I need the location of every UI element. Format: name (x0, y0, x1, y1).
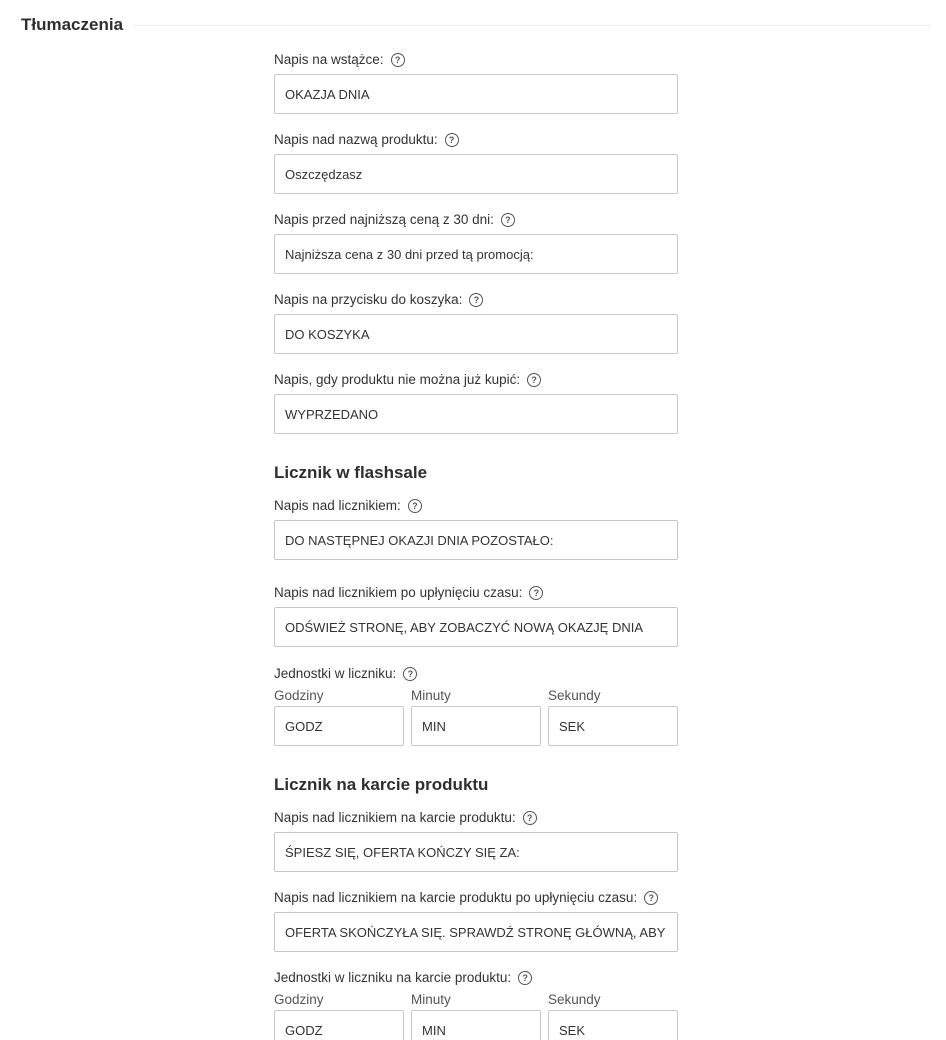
sold-out-label: Napis, gdy produktu nie można już kupić: (274, 372, 521, 387)
card-above-counter-label: Napis nad licznikiem na karcie produktu: (274, 810, 516, 825)
card-above-counter-input[interactable] (274, 832, 678, 872)
flashsale-after-expiry-field (274, 583, 678, 647)
help-icon[interactable]: ? (445, 133, 459, 147)
hours-input[interactable] (274, 706, 404, 746)
cart-button-input[interactable] (274, 314, 678, 354)
minutes-unit (411, 687, 541, 746)
above-name-label: Napis nad nazwą produktu: (274, 132, 438, 147)
minutes-input[interactable] (411, 706, 541, 746)
seconds-label: Sekundy (548, 992, 601, 1007)
flashsale-above-counter-label: Napis nad licznikiem: (274, 498, 401, 513)
help-icon[interactable]: ? (391, 53, 405, 67)
ribbon-field (274, 50, 678, 114)
help-icon[interactable]: ? (501, 213, 515, 227)
help-icon[interactable]: ? (527, 373, 541, 387)
flashsale-units-label: Jednostki w liczniku: (274, 666, 397, 681)
seconds-unit (548, 991, 678, 1040)
section-header (21, 14, 931, 38)
ribbon-input[interactable] (274, 74, 678, 114)
card-units-label: Jednostki w liczniku na karcie produktu: (274, 970, 512, 985)
card-above-counter-field (274, 808, 678, 872)
card-after-expiry-label: Napis nad licznikiem na karcie produktu po upłynięciu czasu: (274, 890, 638, 905)
minutes-label: Minuty (411, 992, 451, 1007)
sold-out-input[interactable] (274, 394, 678, 434)
translations-form (274, 50, 678, 1040)
hours-label: Godziny (274, 992, 324, 1007)
lowest-price-field (274, 210, 678, 274)
section-title: Tłumaczenia (21, 15, 124, 34)
card-after-expiry-field (274, 888, 678, 952)
card-units-row (274, 991, 678, 1040)
flashsale-units-row (274, 687, 678, 746)
help-icon[interactable]: ? (523, 811, 537, 825)
help-icon[interactable]: ? (469, 293, 483, 307)
sold-out-field (274, 370, 678, 434)
flashsale-after-expiry-label: Napis nad licznikiem po upłynięciu czasu: (274, 585, 523, 600)
flashsale-units-field (274, 664, 678, 746)
seconds-unit (548, 687, 678, 746)
seconds-input[interactable] (548, 1010, 678, 1040)
minutes-label: Minuty (411, 688, 451, 703)
card-units-field (274, 968, 678, 1040)
hours-label: Godziny (274, 688, 324, 703)
minutes-input[interactable] (411, 1010, 541, 1040)
hours-unit (274, 991, 404, 1040)
lowest-price-input[interactable] (274, 234, 678, 274)
ribbon-label: Napis na wstążce: (274, 52, 384, 67)
help-icon[interactable]: ? (518, 971, 532, 985)
flashsale-after-expiry-input[interactable] (274, 607, 678, 647)
above-name-field (274, 130, 678, 194)
minutes-unit (411, 991, 541, 1040)
flashsale-counter-title: Licznik w flashsale (274, 463, 428, 482)
seconds-input[interactable] (548, 706, 678, 746)
section-divider (134, 25, 931, 26)
card-after-expiry-input[interactable] (274, 912, 678, 952)
hours-unit (274, 687, 404, 746)
above-name-input[interactable] (274, 154, 678, 194)
flashsale-above-counter-input[interactable] (274, 520, 678, 560)
cart-button-label: Napis na przycisku do koszyka: (274, 292, 463, 307)
hours-input[interactable] (274, 1010, 404, 1040)
help-icon[interactable]: ? (403, 667, 417, 681)
help-icon[interactable]: ? (644, 891, 658, 905)
lowest-price-label: Napis przed najniższą ceną z 30 dni: (274, 212, 494, 227)
help-icon[interactable]: ? (529, 586, 543, 600)
flashsale-above-counter-field (274, 496, 678, 560)
product-card-counter-title: Licznik na karcie produktu (274, 775, 489, 794)
seconds-label: Sekundy (548, 688, 601, 703)
help-icon[interactable]: ? (408, 499, 422, 513)
cart-button-field (274, 290, 678, 354)
